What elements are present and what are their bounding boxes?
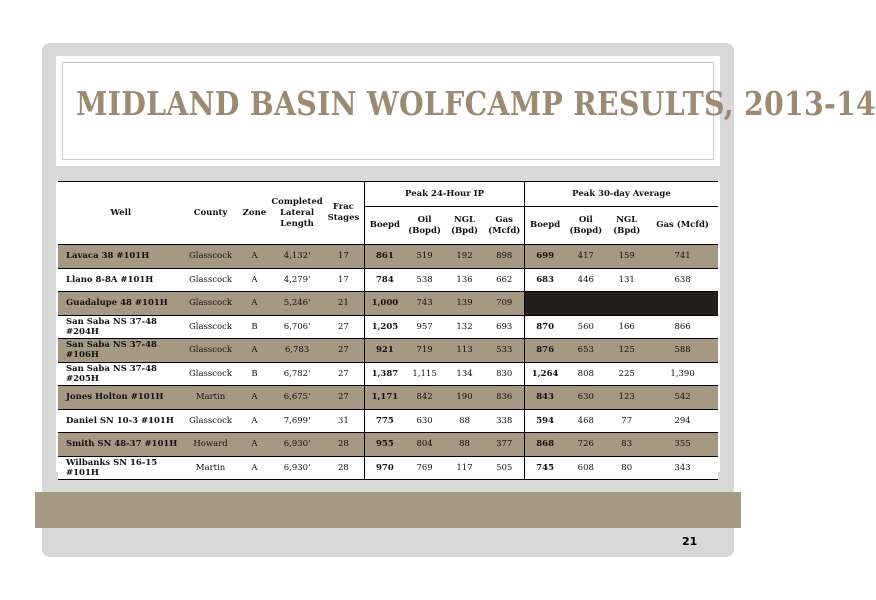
d30-oil-cell: 560: [565, 315, 606, 339]
lateral-length-cell: 4,132': [271, 245, 322, 269]
ip-gas-cell: 505: [484, 456, 524, 480]
footer-band: [35, 492, 741, 528]
header-peak-30day: Peak 30-day Average: [524, 182, 718, 207]
zone-cell: A: [238, 292, 272, 316]
ip-ngl-cell: 88: [445, 409, 485, 433]
well-name-cell: San Saba NS 37-48 #204H: [58, 315, 184, 339]
ip-gas-cell: 836: [484, 386, 524, 410]
d30-oil-cell: 630: [565, 386, 606, 410]
frac-stages-cell: 17: [323, 245, 365, 269]
table-row: [58, 339, 718, 363]
results-table: [58, 181, 718, 480]
ip-gas-cell: 377: [484, 433, 524, 457]
ip-oil-cell: 804: [405, 433, 445, 457]
frac-stages-cell: 27: [323, 339, 365, 363]
county-cell: Glasscock: [184, 292, 238, 316]
ip-gas-cell: 830: [484, 362, 524, 386]
well-name-cell: Daniel SN 10-3 #101H: [58, 409, 184, 433]
d30-gas-cell: 588: [647, 339, 718, 363]
header-frac-stages: Frac Stages: [323, 182, 365, 245]
d30-gas-cell: 355: [647, 433, 718, 457]
d30-ngl-cell: 131: [606, 268, 647, 292]
d30-ngl-cell: 159: [606, 245, 647, 269]
county-cell: Glasscock: [184, 245, 238, 269]
header-30d-boepd: Boepd: [524, 207, 565, 245]
d30-ngl-cell: 77: [606, 409, 647, 433]
d30-ngl-cell: [606, 292, 647, 316]
well-name-cell: San Saba NS 37-48 #205H: [58, 362, 184, 386]
d30-boepd-cell: [524, 292, 565, 316]
d30-oil-cell: 608: [565, 456, 606, 480]
table-row: [58, 292, 718, 316]
d30-gas-cell: 638: [647, 268, 718, 292]
zone-cell: B: [238, 315, 272, 339]
county-cell: Glasscock: [184, 315, 238, 339]
ip-boepd-cell: 921: [365, 339, 405, 363]
ip-oil-cell: 519: [405, 245, 445, 269]
d30-gas-cell: 294: [647, 409, 718, 433]
county-cell: Glasscock: [184, 268, 238, 292]
county-cell: Martin: [184, 386, 238, 410]
d30-gas-cell: [647, 292, 718, 316]
table-row: [58, 456, 718, 480]
header-well: Well: [58, 182, 184, 245]
ip-boepd-cell: 1,205: [365, 315, 405, 339]
header-30d-gas: Gas (Mcfd): [647, 207, 718, 245]
slide-title: MIDLAND BASIN WOLFCAMP RESULTS, 2013-14: [76, 84, 876, 123]
ip-oil-cell: 1,115: [405, 362, 445, 386]
lateral-length-cell: 6,930': [271, 456, 322, 480]
header-lateral-length: Completed Lateral Length: [271, 182, 322, 245]
d30-boepd-cell: 594: [524, 409, 565, 433]
d30-gas-cell: 866: [647, 315, 718, 339]
d30-oil-cell: [565, 292, 606, 316]
ip-gas-cell: 709: [484, 292, 524, 316]
d30-boepd-cell: 843: [524, 386, 565, 410]
ip-ngl-cell: 113: [445, 339, 485, 363]
d30-boepd-cell: 868: [524, 433, 565, 457]
ip-oil-cell: 957: [405, 315, 445, 339]
lateral-length-cell: 4,279': [271, 268, 322, 292]
county-cell: Howard: [184, 433, 238, 457]
table-row: [58, 362, 718, 386]
ip-ngl-cell: 139: [445, 292, 485, 316]
d30-oil-cell: 726: [565, 433, 606, 457]
results-table-container: [56, 181, 720, 478]
ip-boepd-cell: 861: [365, 245, 405, 269]
frac-stages-cell: 27: [323, 315, 365, 339]
ip-ngl-cell: 136: [445, 268, 485, 292]
frac-stages-cell: 27: [323, 362, 365, 386]
ip-boepd-cell: 1,387: [365, 362, 405, 386]
ip-ngl-cell: 88: [445, 433, 485, 457]
table-row: [58, 386, 718, 410]
d30-boepd-cell: 876: [524, 339, 565, 363]
header-30d-oil: Oil (Bopd): [565, 207, 606, 245]
frac-stages-cell: 31: [323, 409, 365, 433]
lateral-length-cell: 6,930': [271, 433, 322, 457]
ip-oil-cell: 743: [405, 292, 445, 316]
ip-oil-cell: 719: [405, 339, 445, 363]
d30-boepd-cell: 745: [524, 456, 565, 480]
well-name-cell: San Saba NS 37-48 #106H: [58, 339, 184, 363]
d30-ngl-cell: 225: [606, 362, 647, 386]
ip-gas-cell: 533: [484, 339, 524, 363]
d30-ngl-cell: 123: [606, 386, 647, 410]
d30-ngl-cell: 166: [606, 315, 647, 339]
ip-boepd-cell: 1,000: [365, 292, 405, 316]
frac-stages-cell: 28: [323, 456, 365, 480]
frac-stages-cell: 28: [323, 433, 365, 457]
ip-gas-cell: 662: [484, 268, 524, 292]
county-cell: Glasscock: [184, 362, 238, 386]
header-30d-ngl: NGL (Bpd): [606, 207, 647, 245]
frac-stages-cell: 27: [323, 386, 365, 410]
table-row: [58, 268, 718, 292]
d30-ngl-cell: 80: [606, 456, 647, 480]
ip-oil-cell: 630: [405, 409, 445, 433]
header-zone: Zone: [238, 182, 272, 245]
ip-boepd-cell: 970: [365, 456, 405, 480]
zone-cell: A: [238, 456, 272, 480]
well-name-cell: Llano 8-8A #101H: [58, 268, 184, 292]
frac-stages-cell: 17: [323, 268, 365, 292]
d30-oil-cell: 653: [565, 339, 606, 363]
lateral-length-cell: 5,246': [271, 292, 322, 316]
table-row: [58, 409, 718, 433]
ip-ngl-cell: 192: [445, 245, 485, 269]
header-county: County: [184, 182, 238, 245]
ip-ngl-cell: 190: [445, 386, 485, 410]
ip-ngl-cell: 134: [445, 362, 485, 386]
frac-stages-cell: 21: [323, 292, 365, 316]
ip-gas-cell: 338: [484, 409, 524, 433]
d30-gas-cell: 741: [647, 245, 718, 269]
page-number: 21: [682, 535, 698, 548]
header-ip-gas: Gas (Mcfd): [484, 207, 524, 245]
lateral-length-cell: 6,782': [271, 362, 322, 386]
ip-ngl-cell: 117: [445, 456, 485, 480]
well-name-cell: Lavaca 38 #101H: [58, 245, 184, 269]
table-row: [58, 433, 718, 457]
d30-oil-cell: 417: [565, 245, 606, 269]
ip-gas-cell: 898: [484, 245, 524, 269]
zone-cell: A: [238, 339, 272, 363]
zone-cell: A: [238, 386, 272, 410]
ip-boepd-cell: 955: [365, 433, 405, 457]
d30-gas-cell: 542: [647, 386, 718, 410]
d30-oil-cell: 808: [565, 362, 606, 386]
ip-boepd-cell: 784: [365, 268, 405, 292]
d30-oil-cell: 446: [565, 268, 606, 292]
header-ip-ngl: NGL (Bpd): [445, 207, 485, 245]
d30-ngl-cell: 125: [606, 339, 647, 363]
lateral-length-cell: 7,699': [271, 409, 322, 433]
d30-boepd-cell: 699: [524, 245, 565, 269]
ip-boepd-cell: 775: [365, 409, 405, 433]
d30-boepd-cell: 1,264: [524, 362, 565, 386]
lateral-length-cell: 6,706': [271, 315, 322, 339]
header-ip-boepd: Boepd: [365, 207, 405, 245]
d30-gas-cell: 343: [647, 456, 718, 480]
ip-ngl-cell: 132: [445, 315, 485, 339]
county-cell: Martin: [184, 456, 238, 480]
well-name-cell: Smith SN 48-37 #101H: [58, 433, 184, 457]
zone-cell: A: [238, 268, 272, 292]
ip-gas-cell: 693: [484, 315, 524, 339]
zone-cell: A: [238, 433, 272, 457]
zone-cell: A: [238, 245, 272, 269]
lateral-length-cell: 6,783: [271, 339, 322, 363]
county-cell: Glasscock: [184, 339, 238, 363]
well-name-cell: Guadalupe 48 #101H: [58, 292, 184, 316]
ip-oil-cell: 769: [405, 456, 445, 480]
ip-oil-cell: 538: [405, 268, 445, 292]
header-peak-24hr: Peak 24-Hour IP: [365, 182, 525, 207]
ip-oil-cell: 842: [405, 386, 445, 410]
d30-ngl-cell: 83: [606, 433, 647, 457]
d30-boepd-cell: 683: [524, 268, 565, 292]
county-cell: Glasscock: [184, 409, 238, 433]
table-row: [58, 315, 718, 339]
header-ip-oil: Oil (Bopd): [405, 207, 445, 245]
d30-gas-cell: 1,390: [647, 362, 718, 386]
zone-cell: B: [238, 362, 272, 386]
d30-oil-cell: 468: [565, 409, 606, 433]
lateral-length-cell: 6,675': [271, 386, 322, 410]
table-row: [58, 245, 718, 269]
well-name-cell: Jones Holton #101H: [58, 386, 184, 410]
well-name-cell: Wilbanks SN 16-15 #101H: [58, 456, 184, 480]
table-body: [58, 245, 718, 480]
ip-boepd-cell: 1,171: [365, 386, 405, 410]
d30-boepd-cell: 870: [524, 315, 565, 339]
zone-cell: A: [238, 409, 272, 433]
